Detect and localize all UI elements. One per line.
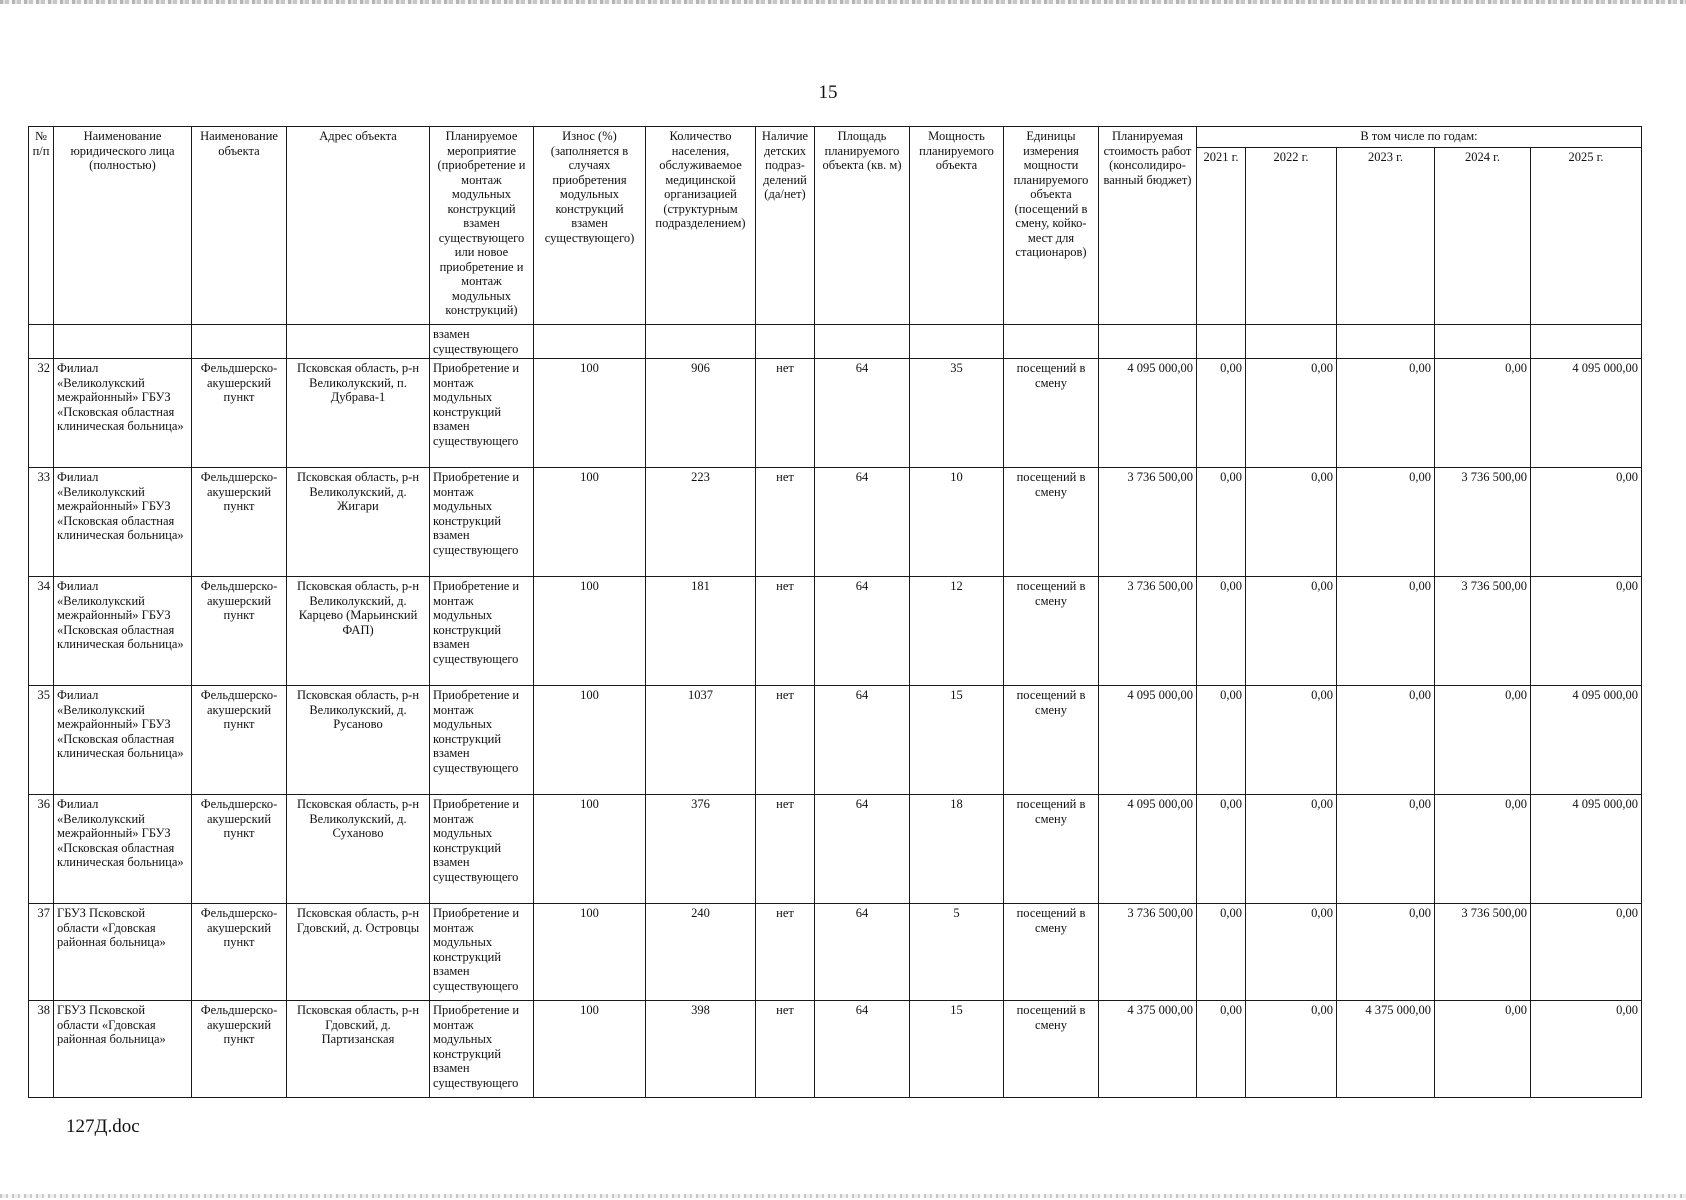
planned-cost: 3 736 500,00 [1099, 904, 1197, 1001]
header-planned-event: Планируемое мероприятие (приобретение и монтаж модульных конструкций взамен существующего или новое приобретение и монтаж модульных конструкций) [430, 127, 534, 325]
planned-event: Приобретение и монтаж модульных конструкций взамен существующего [430, 1001, 534, 1098]
legal-entity-name: ГБУЗ Псковской области «Гдовская районная больница» [54, 904, 192, 1001]
header-cost: Планируемая стоимость работ (консолидиро-ванный бюджет) [1099, 127, 1197, 325]
legal-entity-name: Филиал «Великолукский межрайонный» ГБУЗ «Псковская областная клиническая больница» [54, 795, 192, 904]
amount-2025: 4 095 000,00 [1531, 686, 1642, 795]
amount-2023: 0,00 [1337, 904, 1435, 1001]
document-filename: 127Д.doc [66, 1116, 140, 1137]
planned-event: Приобретение и монтаж модульных конструкций взамен существующего [430, 795, 534, 904]
capacity-units: посещений в смену [1004, 468, 1099, 577]
row-number: 37 [29, 904, 54, 1001]
children-units: нет [756, 686, 815, 795]
row-number: 32 [29, 359, 54, 468]
header-children: Наличие детских подраз-делений (да/нет) [756, 127, 815, 325]
children-units: нет [756, 468, 815, 577]
table-row [29, 686, 1642, 795]
table-row [29, 904, 1642, 1001]
object-name: Фельдшерско-акушерский пункт [192, 359, 287, 468]
row-number: 38 [29, 1001, 54, 1098]
header-year-2022: 2022 г. [1246, 148, 1337, 325]
amount-2025: 0,00 [1531, 904, 1642, 1001]
header-units: Единицы измерения мощности планируемого объекта (посещений в смену, койко-мест для стационаров) [1004, 127, 1099, 325]
children-units: нет [756, 1001, 815, 1098]
amount-2023: 0,00 [1337, 359, 1435, 468]
object-address: Псковская область, р-н Великолукский, д. Жигари [287, 468, 430, 577]
capacity-units: посещений в смену [1004, 577, 1099, 686]
header-address: Адрес объекта [287, 127, 430, 325]
amount-2024: 0,00 [1435, 1001, 1531, 1098]
planned-cost: 4 375 000,00 [1099, 1001, 1197, 1098]
amount-2025: 0,00 [1531, 1001, 1642, 1098]
object-address: Псковская область, р-н Гдовский, д. Партизанская [287, 1001, 430, 1098]
amount-2021: 0,00 [1197, 577, 1246, 686]
population-served: 376 [646, 795, 756, 904]
object-address: Псковская область, р-н Великолукский, п. Дубрава-1 [287, 359, 430, 468]
page-number: 15 [818, 82, 838, 103]
continuation-row [29, 325, 1642, 359]
object-name: Фельдшерско-акушерский пункт [192, 686, 287, 795]
amount-2021: 0,00 [1197, 904, 1246, 1001]
planned-event: Приобретение и монтаж модульных конструкций взамен существующего [430, 686, 534, 795]
children-units: нет [756, 577, 815, 686]
capacity-units: посещений в смену [1004, 904, 1099, 1001]
legal-entity-name: ГБУЗ Псковской области «Гдовская районная больница» [54, 1001, 192, 1098]
planned-cost: 4 095 000,00 [1099, 686, 1197, 795]
amount-2021: 0,00 [1197, 468, 1246, 577]
capacity-units: посещений в смену [1004, 795, 1099, 904]
header-by-years: В том числе по годам: [1197, 127, 1642, 148]
header-wear: Износ (%) (заполняется в случаях приобретения модульных конструкций взамен существующего) [534, 127, 646, 325]
planned-capacity: 15 [910, 686, 1004, 795]
object-address: Псковская область, р-н Великолукский, д. Русаново [287, 686, 430, 795]
population-served: 240 [646, 904, 756, 1001]
planned-capacity: 10 [910, 468, 1004, 577]
amount-2021: 0,00 [1197, 1001, 1246, 1098]
legal-entity-name: Филиал «Великолукский межрайонный» ГБУЗ «Псковская областная клиническая больница» [54, 359, 192, 468]
header-object-name: Наименование объекта [192, 127, 287, 325]
planned-event: Приобретение и монтаж модульных конструкций взамен существующего [430, 468, 534, 577]
planned-area: 64 [815, 468, 910, 577]
amount-2023: 4 375 000,00 [1337, 1001, 1435, 1098]
amount-2021: 0,00 [1197, 359, 1246, 468]
population-served: 223 [646, 468, 756, 577]
planned-event: Приобретение и монтаж модульных конструкций взамен существующего [430, 577, 534, 686]
row-number: 34 [29, 577, 54, 686]
legal-entity-name: Филиал «Великолукский межрайонный» ГБУЗ «Псковская областная клиническая больница» [54, 468, 192, 577]
planned-area: 64 [815, 1001, 910, 1098]
amount-2024: 3 736 500,00 [1435, 468, 1531, 577]
planned-area: 64 [815, 577, 910, 686]
continuation-planned-event: взамен существующего [430, 325, 534, 359]
object-address: Псковская область, р-н Великолукский, д. Суханово [287, 795, 430, 904]
amount-2022: 0,00 [1246, 577, 1337, 686]
amount-2023: 0,00 [1337, 468, 1435, 577]
planned-cost: 4 095 000,00 [1099, 359, 1197, 468]
table-row [29, 1001, 1642, 1098]
table-row [29, 359, 1642, 468]
investment-table [28, 126, 1642, 1098]
planned-area: 64 [815, 359, 910, 468]
amount-2022: 0,00 [1246, 795, 1337, 904]
amount-2022: 0,00 [1246, 468, 1337, 577]
children-units: нет [756, 359, 815, 468]
wear-percent: 100 [534, 577, 646, 686]
header-year-2025: 2025 г. [1531, 148, 1642, 325]
planned-cost: 3 736 500,00 [1099, 577, 1197, 686]
planned-capacity: 35 [910, 359, 1004, 468]
amount-2022: 0,00 [1246, 359, 1337, 468]
capacity-units: посещений в смену [1004, 686, 1099, 795]
amount-2024: 3 736 500,00 [1435, 904, 1531, 1001]
wear-percent: 100 [534, 686, 646, 795]
planned-area: 64 [815, 795, 910, 904]
amount-2022: 0,00 [1246, 1001, 1337, 1098]
scan-edge-bottom [0, 1194, 1686, 1198]
row-number: 35 [29, 686, 54, 795]
scan-edge-top [0, 0, 1686, 4]
object-address: Псковская область, р-н Гдовский, д. Островцы [287, 904, 430, 1001]
header-population: Количество населения, обслуживаемое медицинской организацией (структурным подразделением) [646, 127, 756, 325]
planned-event: Приобретение и монтаж модульных конструкций взамен существующего [430, 904, 534, 1001]
table-header-row [29, 127, 1642, 148]
amount-2024: 0,00 [1435, 795, 1531, 904]
population-served: 181 [646, 577, 756, 686]
planned-cost: 4 095 000,00 [1099, 795, 1197, 904]
amount-2024: 0,00 [1435, 359, 1531, 468]
planned-event: Приобретение и монтаж модульных конструкций взамен существующего [430, 359, 534, 468]
planned-capacity: 5 [910, 904, 1004, 1001]
planned-capacity: 18 [910, 795, 1004, 904]
planned-area: 64 [815, 686, 910, 795]
planned-capacity: 12 [910, 577, 1004, 686]
wear-percent: 100 [534, 468, 646, 577]
object-name: Фельдшерско-акушерский пункт [192, 577, 287, 686]
amount-2025: 0,00 [1531, 577, 1642, 686]
wear-percent: 100 [534, 904, 646, 1001]
amount-2021: 0,00 [1197, 686, 1246, 795]
amount-2025: 0,00 [1531, 468, 1642, 577]
capacity-units: посещений в смену [1004, 359, 1099, 468]
amount-2023: 0,00 [1337, 686, 1435, 795]
header-legal-name: Наименование юридического лица (полностью) [54, 127, 192, 325]
capacity-units: посещений в смену [1004, 1001, 1099, 1098]
object-address: Псковская область, р-н Великолукский, д. Карцево (Марьинский ФАП) [287, 577, 430, 686]
wear-percent: 100 [534, 1001, 646, 1098]
header-year-2021: 2021 г. [1197, 148, 1246, 325]
amount-2024: 0,00 [1435, 686, 1531, 795]
table-row [29, 795, 1642, 904]
object-name: Фельдшерско-акушерский пункт [192, 795, 287, 904]
row-number: 33 [29, 468, 54, 577]
table-row [29, 577, 1642, 686]
object-name: Фельдшерско-акушерский пункт [192, 1001, 287, 1098]
amount-2022: 0,00 [1246, 904, 1337, 1001]
header-year-2024: 2024 г. [1435, 148, 1531, 325]
planned-area: 64 [815, 904, 910, 1001]
amount-2023: 0,00 [1337, 795, 1435, 904]
population-served: 1037 [646, 686, 756, 795]
amount-2025: 4 095 000,00 [1531, 795, 1642, 904]
population-served: 906 [646, 359, 756, 468]
header-num: № п/п [29, 127, 54, 325]
object-name: Фельдшерско-акушерский пункт [192, 468, 287, 577]
amount-2023: 0,00 [1337, 577, 1435, 686]
wear-percent: 100 [534, 795, 646, 904]
children-units: нет [756, 904, 815, 1001]
amount-2021: 0,00 [1197, 795, 1246, 904]
planned-cost: 3 736 500,00 [1099, 468, 1197, 577]
legal-entity-name: Филиал «Великолукский межрайонный» ГБУЗ «Псковская областная клиническая больница» [54, 577, 192, 686]
row-number: 36 [29, 795, 54, 904]
planned-capacity: 15 [910, 1001, 1004, 1098]
children-units: нет [756, 795, 815, 904]
table-row [29, 468, 1642, 577]
population-served: 398 [646, 1001, 756, 1098]
amount-2022: 0,00 [1246, 686, 1337, 795]
amount-2024: 3 736 500,00 [1435, 577, 1531, 686]
object-name: Фельдшерско-акушерский пункт [192, 904, 287, 1001]
amount-2025: 4 095 000,00 [1531, 359, 1642, 468]
header-year-2023: 2023 г. [1337, 148, 1435, 325]
header-capacity: Мощность планируемого объекта [910, 127, 1004, 325]
wear-percent: 100 [534, 359, 646, 468]
legal-entity-name: Филиал «Великолукский межрайонный» ГБУЗ «Псковская областная клиническая больница» [54, 686, 192, 795]
header-area: Площадь планируемого объекта (кв. м) [815, 127, 910, 325]
